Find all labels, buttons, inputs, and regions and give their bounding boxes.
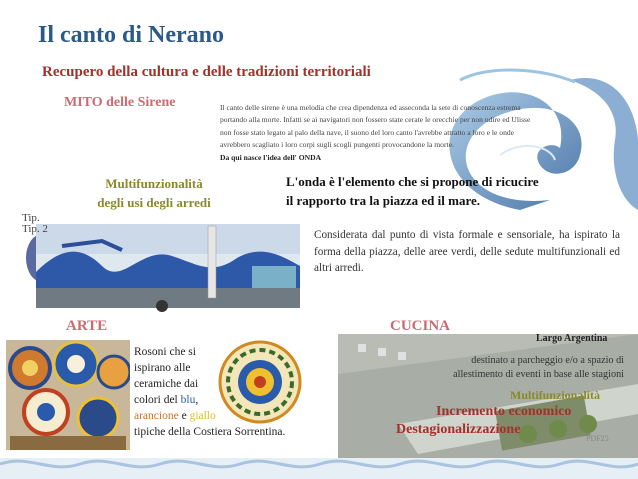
largo-argentina-label: Largo Argentina <box>536 333 608 344</box>
page-title: Il canto di Nerano <box>38 22 224 48</box>
tip-line-2: Tip. 2 <box>22 223 48 235</box>
rosoni-arancione-text: arancione <box>134 410 179 422</box>
mito-line-4: avrebbero scagliato i loro corpi sugli scogli pungenti provocandone la morte. <box>220 140 454 150</box>
arte-heading: ARTE <box>66 318 108 334</box>
multi-line-1: Multifunzionalità <box>105 176 203 191</box>
rosoni-colori-text: colori del <box>134 394 181 406</box>
mito-heading: MITO delle Sirene <box>64 95 176 110</box>
dest-line-2: allestimento di eventi in base alle stagioni <box>453 369 624 380</box>
destinato-text <box>414 354 624 382</box>
tip-line-1: Tip. <box>22 212 40 224</box>
rosoni-line-2: ispirano alle <box>134 362 191 374</box>
mito-line-3: non fosse stato legato al palo della nave, il suono del loro canto l'avrebbe attratto a loro e le onde <box>220 127 515 137</box>
rosoni-line-5 <box>134 408 285 424</box>
tip-text <box>22 213 48 235</box>
rosoni-line-3: ceramiche dai <box>134 378 199 390</box>
incremento-label: Incremento economico <box>436 404 572 419</box>
rosoni-text <box>134 344 285 440</box>
page-subtitle: Recupero della cultura e delle tradizioni territoriali <box>42 64 371 80</box>
mito-line-1: Il canto delle sirene è una melodia che crea dipendenza ed asseconda la sete di conoscenza estrema <box>220 103 521 112</box>
onda-statement <box>286 172 539 210</box>
ceramics-image <box>6 340 130 450</box>
dest-line-1: destinato a parcheggio e/o a spazio di <box>471 355 624 366</box>
onda-line-1: L'onda è l'elemento che si propone di ricucire <box>286 174 539 189</box>
rosoni-line-4 <box>134 392 285 408</box>
rosoni-comma: , <box>195 394 199 406</box>
multi-line-2: degli usi degli arredi <box>97 195 211 210</box>
multifunzionalita-arredi-heading <box>64 174 244 212</box>
bottom-wave-decoration <box>0 452 638 479</box>
page-number: PDF25 <box>586 434 609 443</box>
multifunzionalita-label: Multifunzionalità <box>510 388 601 402</box>
considerata-paragraph: Considerata dal punto di vista formale e sensoriale, ha ispirato la forma della piazza, delle aree verdi, delle sedute multifunzionali ed altri arredi. <box>314 229 620 274</box>
rosoni-line-1: Rosoni che si <box>134 346 196 358</box>
rosoni-giallo-text: giallo <box>189 410 216 422</box>
rosoni-line-6: tipiche della Costiera Sorrentina. <box>134 426 286 438</box>
mito-bold-line: Da qui nasce l'idea dell' ONDA <box>220 152 322 162</box>
piazza-rendering-image <box>22 216 302 316</box>
destagionalizzazione-label: Destagionalizzazione <box>396 422 521 437</box>
cucina-heading: CUCINA <box>390 318 450 334</box>
rosoni-e-text: e <box>178 410 190 422</box>
mito-line-2: portando alla morte. Infatti se ai navigatori non fossero state cerate le orecchie per non udire ed Ulisse <box>220 115 531 125</box>
rosoni-blu-text: blu <box>180 394 196 406</box>
onda-line-2: il rapporto tra la piazza ed il mare. <box>286 193 481 208</box>
mito-paragraph <box>220 102 628 164</box>
